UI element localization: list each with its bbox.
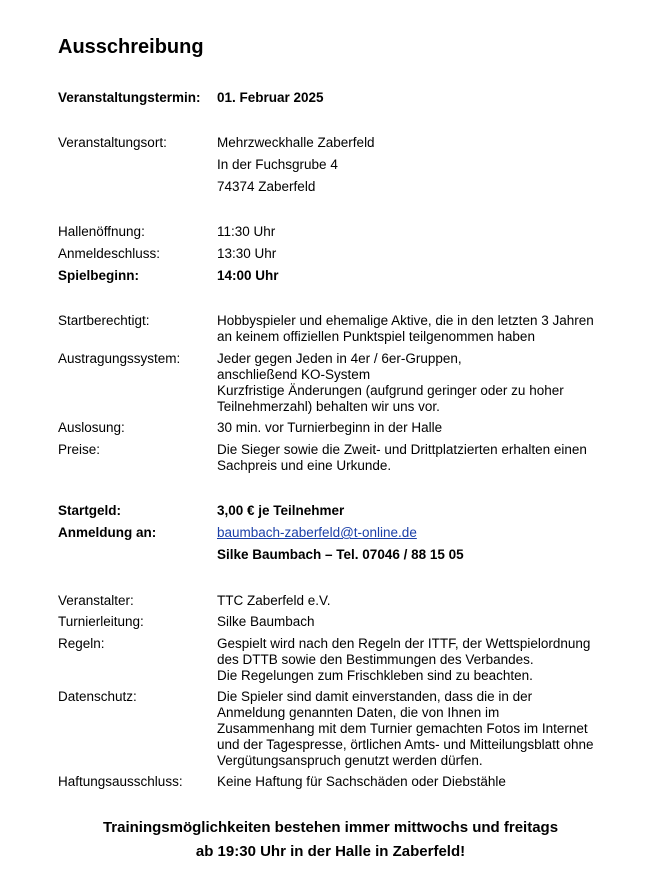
value-spielbeginn: 14:00 Uhr (217, 268, 279, 283)
value-veranstaltungstermin: 01. Februar 2025 (217, 90, 324, 105)
label-spielbeginn: Spielbeginn: (58, 268, 139, 283)
label-veranstalter: Veranstalter: (58, 593, 134, 608)
value-austragungssystem (217, 351, 617, 415)
value-startberechtigt (217, 313, 617, 345)
datenschutz-line-2: Anmeldung genannten Daten, die von Ihnen im (217, 705, 500, 720)
startberechtigt-line-2: an keinem offiziellen Punktspiel teilgenommen haben (217, 329, 535, 344)
datenschutz-line-3: Zusammenhang mit dem Turnier gemachten Fotos im Internet (217, 721, 588, 736)
ort-line-1: Mehrzweckhalle Zaberfeld (217, 135, 375, 150)
value-turnierleitung: Silke Baumbach (217, 614, 315, 629)
training-notice-line-1: Trainingsmöglichkeiten bestehen immer mittwochs und freitags (102, 819, 559, 836)
austragung-line-3: Kurzfristige Änderungen (aufgrund geringer oder zu hoher (217, 383, 564, 398)
label-haftungsausschluss: Haftungsausschluss: (58, 774, 183, 789)
training-notice-line-2: ab 19:30 Uhr in der Halle in Zaberfeld! (195, 843, 466, 860)
regeln-line-3: Die Regelungen zum Frischkleben sind zu beachten. (217, 668, 533, 683)
value-hallenoeffnung: 11:30 Uhr (217, 224, 276, 239)
austragung-line-4: Teilnehmerzahl) behalten wir uns vor. (217, 399, 440, 414)
label-anmeldung: Anmeldung an: (58, 525, 157, 540)
value-veranstalter: TTC Zaberfeld e.V. (217, 593, 331, 608)
ort-line-2: In der Fuchsgrube 4 (217, 157, 338, 172)
training-notice (0, 816, 661, 864)
preise-line-2: Sachpreis und eine Urkunde. (217, 458, 392, 473)
label-hallenoeffnung: Hallenöffnung: (58, 224, 145, 239)
label-preise: Preise: (58, 442, 101, 457)
value-haftungsausschluss: Keine Haftung für Sachschäden oder Diebstähle (217, 774, 506, 789)
value-startgeld: 3,00 € je Teilnehmer (217, 503, 345, 518)
regeln-line-1: Gespielt wird nach den Regeln der ITTF, der Wettspielordnung (217, 636, 591, 651)
austragung-line-2: anschließend KO-System (217, 367, 371, 382)
label-turnierleitung: Turnierleitung: (58, 614, 144, 629)
value-anmeldeschluss: 13:30 Uhr (217, 246, 277, 261)
label-austragungssystem: Austragungssystem: (58, 351, 181, 366)
value-regeln (217, 636, 617, 684)
value-auslosung: 30 min. vor Turnierbeginn in der Halle (217, 420, 443, 435)
label-startgeld: Startgeld: (58, 503, 122, 518)
label-regeln: Regeln: (58, 636, 105, 651)
austragung-line-1: Jeder gegen Jeden in 4er / 6er-Gruppen, (217, 351, 462, 366)
label-datenschutz: Datenschutz: (58, 689, 137, 704)
datenschutz-line-5: Vergütungsanspruch genutzt werden dürfen. (217, 753, 483, 768)
value-preise (217, 442, 617, 474)
ort-line-3: 74374 Zaberfeld (217, 179, 316, 194)
value-anmeldung (217, 525, 617, 563)
label-startberechtigt: Startberechtigt: (58, 313, 150, 328)
datenschutz-line-4: und der Tagespresse, örtlichen Amts- und Mitteilungsblatt ohne (217, 737, 594, 752)
value-datenschutz (217, 689, 617, 769)
datenschutz-line-1: Die Spieler sind damit einverstanden, dass die in der (217, 689, 533, 704)
startberechtigt-line-1: Hobbyspieler und ehemalige Aktive, die in den letzten 3 Jahren (217, 313, 594, 328)
preise-line-1: Die Sieger sowie die Zweit- und Drittplatzierten erhalten einen (217, 442, 587, 457)
label-veranstaltungstermin: Veranstaltungstermin: (58, 90, 201, 105)
label-auslosung: Auslosung: (58, 420, 125, 435)
regeln-line-2: des DTTB sowie den Bestimmungen des Verbandes. (217, 652, 534, 667)
value-veranstaltungsort (217, 135, 617, 201)
anmeldung-contact: Silke Baumbach – Tel. 07046 / 88 15 05 (217, 547, 464, 562)
page-title: Ausschreibung (58, 36, 204, 58)
email-link[interactable]: baumbach-zaberfeld@t-online.de (217, 525, 417, 540)
label-anmeldeschluss: Anmeldeschluss: (58, 246, 161, 261)
label-veranstaltungsort: Veranstaltungsort: (58, 135, 167, 150)
